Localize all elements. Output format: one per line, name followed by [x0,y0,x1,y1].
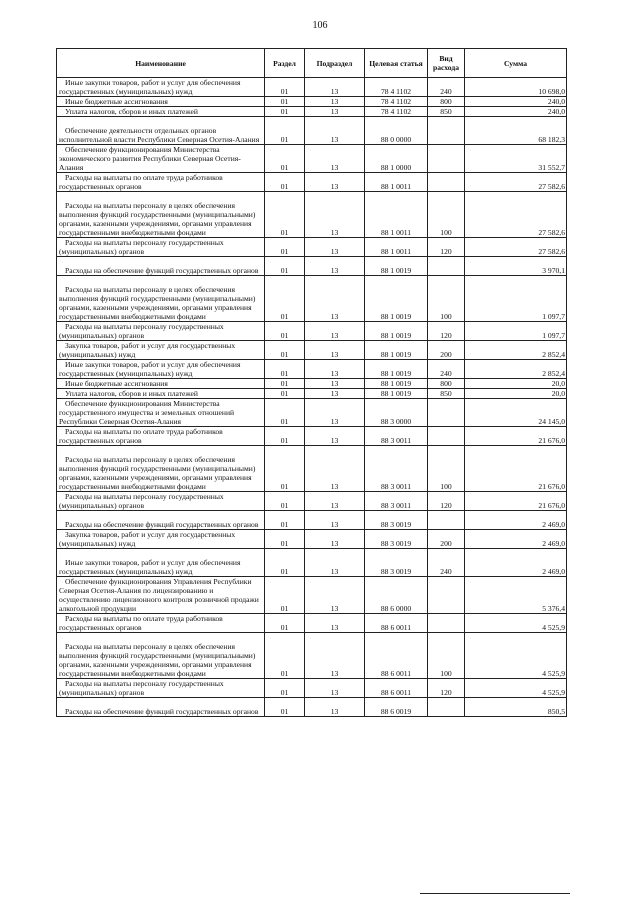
table-cell-celevaya: 88 1 0019 [365,322,428,341]
table-cell-vid: 100 [428,446,465,492]
table-cell-razdel: 01 [265,577,305,614]
table-cell-podrazdel: 13 [305,633,365,679]
table-cell-summa: 2 469,0 [465,511,567,530]
table-cell-razdel: 01 [265,399,305,427]
budget-table [56,48,567,717]
table-cell-name: Расходы на выплаты по оплате труда работников государственных органов [57,173,265,192]
table-cell-razdel: 01 [265,173,305,192]
table-cell-summa: 4 525,9 [465,633,567,679]
table-cell-razdel: 01 [265,530,305,549]
footer-rule [420,893,570,894]
table-cell-razdel: 01 [265,511,305,530]
table-row [57,117,567,145]
table-cell-summa: 850,5 [465,698,567,717]
table-cell-celevaya: 88 3 0011 [365,492,428,511]
table-cell-vid [428,173,465,192]
header-podrazdel: Подраздел [305,49,365,78]
table-cell-podrazdel: 13 [305,614,365,633]
table-cell-vid: 120 [428,238,465,257]
table-cell-podrazdel: 13 [305,698,365,717]
table-cell-summa: 3 970,1 [465,257,567,276]
table-cell-vid: 120 [428,322,465,341]
table-cell-name: Уплата налогов, сборов и иных платежей [57,107,265,117]
table-cell-summa: 27 582,6 [465,238,567,257]
table-cell-name: Обеспечение функционирования Министерства экономического развития Республики Северная Осетия-Алания [57,145,265,173]
table-cell-name: Иные бюджетные ассигнования [57,379,265,389]
table-cell-celevaya: 88 0 0000 [365,117,428,145]
table-row [57,97,567,107]
table-cell-vid: 100 [428,192,465,238]
table-row [57,679,567,698]
table-cell-name: Закупка товаров, работ и услуг для государственных (муниципальных) нужд [57,341,265,360]
table-cell-name: Расходы на обеспечение функций государственных органов [57,511,265,530]
table-row [57,530,567,549]
table-cell-podrazdel: 13 [305,379,365,389]
table-cell-podrazdel: 13 [305,427,365,446]
table-cell-name: Расходы на выплаты персоналу государственных (муниципальных) органов [57,238,265,257]
table-cell-razdel: 01 [265,360,305,379]
table-cell-summa: 20,0 [465,379,567,389]
table-cell-podrazdel: 13 [305,322,365,341]
table-cell-podrazdel: 13 [305,145,365,173]
table-row [57,427,567,446]
table-row [57,399,567,427]
table-cell-razdel: 01 [265,341,305,360]
table-cell-podrazdel: 13 [305,389,365,399]
table-cell-vid [428,257,465,276]
table-cell-razdel: 01 [265,492,305,511]
table-cell-podrazdel: 13 [305,341,365,360]
table-cell-podrazdel: 13 [305,192,365,238]
table-cell-summa: 27 582,6 [465,173,567,192]
table-cell-celevaya: 88 3 0011 [365,427,428,446]
table-cell-name: Расходы на выплаты персоналу государственных (муниципальных) органов [57,322,265,341]
table-cell-name: Обеспечение функционирования Министерства государственного имущества и земельных отношений Республики Северная Осетия-Алания [57,399,265,427]
table-cell-name: Расходы на выплаты по оплате труда работников государственных органов [57,427,265,446]
table-cell-summa: 2 469,0 [465,530,567,549]
table-cell-razdel: 01 [265,446,305,492]
table-cell-podrazdel: 13 [305,511,365,530]
table-cell-vid: 120 [428,492,465,511]
table-cell-vid [428,698,465,717]
table-cell-summa: 10 698,0 [465,78,567,97]
table-cell-name: Закупка товаров, работ и услуг для государственных (муниципальных) нужд [57,530,265,549]
table-header-row [57,49,567,78]
table-row [57,360,567,379]
table-cell-summa: 4 525,9 [465,614,567,633]
header-celevaya: Целевая статья [365,49,428,78]
table-row [57,145,567,173]
table-row [57,78,567,97]
table-row [57,192,567,238]
table-body [57,78,567,717]
table-cell-celevaya: 88 1 0019 [365,257,428,276]
table-row [57,511,567,530]
table-cell-razdel: 01 [265,698,305,717]
table-cell-podrazdel: 13 [305,173,365,192]
table-row [57,577,567,614]
header-name: Наименование [57,49,265,78]
table-cell-celevaya: 78 4 1102 [365,78,428,97]
table-cell-summa: 4 525,9 [465,679,567,698]
table-cell-name: Расходы на обеспечение функций государственных органов [57,257,265,276]
table-cell-vid: 100 [428,276,465,322]
table-cell-summa: 1 097,7 [465,322,567,341]
table-cell-razdel: 01 [265,614,305,633]
table-cell-name: Расходы на обеспечение функций государственных органов [57,698,265,717]
table-cell-celevaya: 88 1 0011 [365,238,428,257]
table-cell-vid: 850 [428,389,465,399]
table-row [57,379,567,389]
table-cell-podrazdel: 13 [305,399,365,427]
table-cell-razdel: 01 [265,276,305,322]
table-cell-summa: 240,0 [465,97,567,107]
table-cell-razdel: 01 [265,238,305,257]
table-cell-name: Расходы на выплаты персоналу в целях обеспечения выполнения функций государственными (муниципальными) органами, казенными учреждениями, органами управления государственными внебюджетными фондами [57,276,265,322]
table-cell-podrazdel: 13 [305,679,365,698]
table-cell-podrazdel: 13 [305,360,365,379]
table-cell-celevaya: 88 3 0000 [365,399,428,427]
table-cell-summa: 21 676,0 [465,446,567,492]
table-cell-celevaya: 88 1 0019 [365,276,428,322]
table-cell-podrazdel: 13 [305,107,365,117]
table-cell-celevaya: 78 4 1102 [365,97,428,107]
table-cell-podrazdel: 13 [305,97,365,107]
table-cell-razdel: 01 [265,322,305,341]
table-cell-summa: 20,0 [465,389,567,399]
table-row [57,389,567,399]
table-cell-vid: 200 [428,530,465,549]
table-cell-vid: 240 [428,360,465,379]
table-cell-celevaya: 88 3 0011 [365,446,428,492]
table-row [57,698,567,717]
table-cell-vid: 850 [428,107,465,117]
table-cell-celevaya: 88 6 0000 [365,577,428,614]
table-cell-razdel: 01 [265,97,305,107]
table-cell-summa: 2 469,0 [465,549,567,577]
table-cell-podrazdel: 13 [305,492,365,511]
table-cell-name: Иные закупки товаров, работ и услуг для обеспечения государственных (муниципальных) нужд [57,78,265,97]
table-row [57,341,567,360]
table-cell-razdel: 01 [265,78,305,97]
table-cell-celevaya: 78 4 1102 [365,107,428,117]
table-cell-vid: 800 [428,97,465,107]
table-cell-name: Иные закупки товаров, работ и услуг для обеспечения государственных (муниципальных) нужд [57,549,265,577]
table-cell-celevaya: 88 3 0019 [365,511,428,530]
table-cell-celevaya: 88 1 0011 [365,173,428,192]
table-cell-name: Расходы на выплаты персоналу государственных (муниципальных) органов [57,492,265,511]
table-row [57,276,567,322]
table-cell-vid [428,577,465,614]
table-row [57,257,567,276]
table-cell-razdel: 01 [265,633,305,679]
table-row [57,238,567,257]
table-cell-name: Иные закупки товаров, работ и услуг для обеспечения государственных (муниципальных) нужд [57,360,265,379]
table-cell-razdel: 01 [265,257,305,276]
table-cell-vid [428,145,465,173]
table-cell-vid: 800 [428,379,465,389]
header-vid: Вид расхода [428,49,465,78]
table-cell-podrazdel: 13 [305,446,365,492]
table-cell-razdel: 01 [265,145,305,173]
table-cell-celevaya: 88 1 0019 [365,360,428,379]
table-cell-celevaya: 88 1 0000 [365,145,428,173]
table-cell-razdel: 01 [265,549,305,577]
table-cell-name: Иные бюджетные ассигнования [57,97,265,107]
table-cell-summa: 1 097,7 [465,276,567,322]
table-cell-summa: 21 676,0 [465,492,567,511]
table-cell-razdel: 01 [265,389,305,399]
table-cell-razdel: 01 [265,379,305,389]
table-cell-razdel: 01 [265,427,305,446]
table-cell-podrazdel: 13 [305,238,365,257]
table-row [57,446,567,492]
table-cell-name: Обеспечение функционирования Управления Республики Северная Осетия-Алания по лицензированию и осуществлению лицензионного контроля розничной продажи алкогольной продукции [57,577,265,614]
table-row [57,322,567,341]
table-cell-celevaya: 88 6 0011 [365,633,428,679]
table-cell-razdel: 01 [265,192,305,238]
table-cell-vid: 120 [428,679,465,698]
table-cell-name: Расходы на выплаты персоналу в целях обеспечения выполнения функций государственными (муниципальными) органами, казенными учреждениями, органами управления государственными внебюджетными фондами [57,446,265,492]
table-cell-vid: 240 [428,549,465,577]
page-number: 106 [312,20,328,31]
table-cell-razdel: 01 [265,679,305,698]
table-cell-summa: 21 676,0 [465,427,567,446]
header-razdel: Раздел [265,49,305,78]
table-row [57,173,567,192]
table-cell-celevaya: 88 3 0019 [365,530,428,549]
table-cell-vid [428,399,465,427]
table-cell-vid: 100 [428,633,465,679]
table-cell-podrazdel: 13 [305,577,365,614]
table-cell-celevaya: 88 6 0011 [365,679,428,698]
table-cell-celevaya: 88 1 0011 [365,192,428,238]
header-summa: Сумма [465,49,567,78]
table-cell-vid [428,614,465,633]
table-cell-vid: 240 [428,78,465,97]
table-cell-podrazdel: 13 [305,257,365,276]
table-cell-podrazdel: 13 [305,276,365,322]
table-cell-name: Расходы на выплаты персоналу государственных (муниципальных) органов [57,679,265,698]
table-cell-vid [428,117,465,145]
table-cell-celevaya: 88 3 0019 [365,549,428,577]
table-cell-celevaya: 88 1 0019 [365,379,428,389]
table-cell-celevaya: 88 6 0011 [365,614,428,633]
table-cell-vid [428,427,465,446]
table-cell-name: Расходы на выплаты персоналу в целях обеспечения выполнения функций государственными (муниципальными) органами, казенными учреждениями, органами управления государственными внебюджетными фондами [57,633,265,679]
table-cell-celevaya: 88 6 0019 [365,698,428,717]
table-cell-podrazdel: 13 [305,530,365,549]
table-cell-name: Уплата налогов, сборов и иных платежей [57,389,265,399]
table-cell-celevaya: 88 1 0019 [365,389,428,399]
table-cell-name: Обеспечение деятельности отдельных органов исполнительной власти Республики Северная Осетия-Алания [57,117,265,145]
table-cell-summa: 240,0 [465,107,567,117]
table-cell-podrazdel: 13 [305,549,365,577]
table-cell-razdel: 01 [265,107,305,117]
table-cell-podrazdel: 13 [305,78,365,97]
table-cell-name: Расходы на выплаты персоналу в целях обеспечения выполнения функций государственными (муниципальными) органами, казенными учреждениями, органами управления государственными внебюджетными фондами [57,192,265,238]
table-cell-celevaya: 88 1 0019 [365,341,428,360]
table-cell-summa: 5 376,4 [465,577,567,614]
table-row [57,549,567,577]
table-cell-summa: 24 145,0 [465,399,567,427]
table-row [57,614,567,633]
table-cell-vid: 200 [428,341,465,360]
table-cell-summa: 2 852,4 [465,341,567,360]
table-cell-vid [428,511,465,530]
table-cell-summa: 2 852,4 [465,360,567,379]
table-cell-razdel: 01 [265,117,305,145]
table-cell-podrazdel: 13 [305,117,365,145]
table-row [57,107,567,117]
table-cell-summa: 31 552,7 [465,145,567,173]
table-row [57,633,567,679]
table-cell-name: Расходы на выплаты по оплате труда работников государственных органов [57,614,265,633]
table-cell-summa: 27 582,6 [465,192,567,238]
table-cell-summa: 68 182,3 [465,117,567,145]
table-row [57,492,567,511]
